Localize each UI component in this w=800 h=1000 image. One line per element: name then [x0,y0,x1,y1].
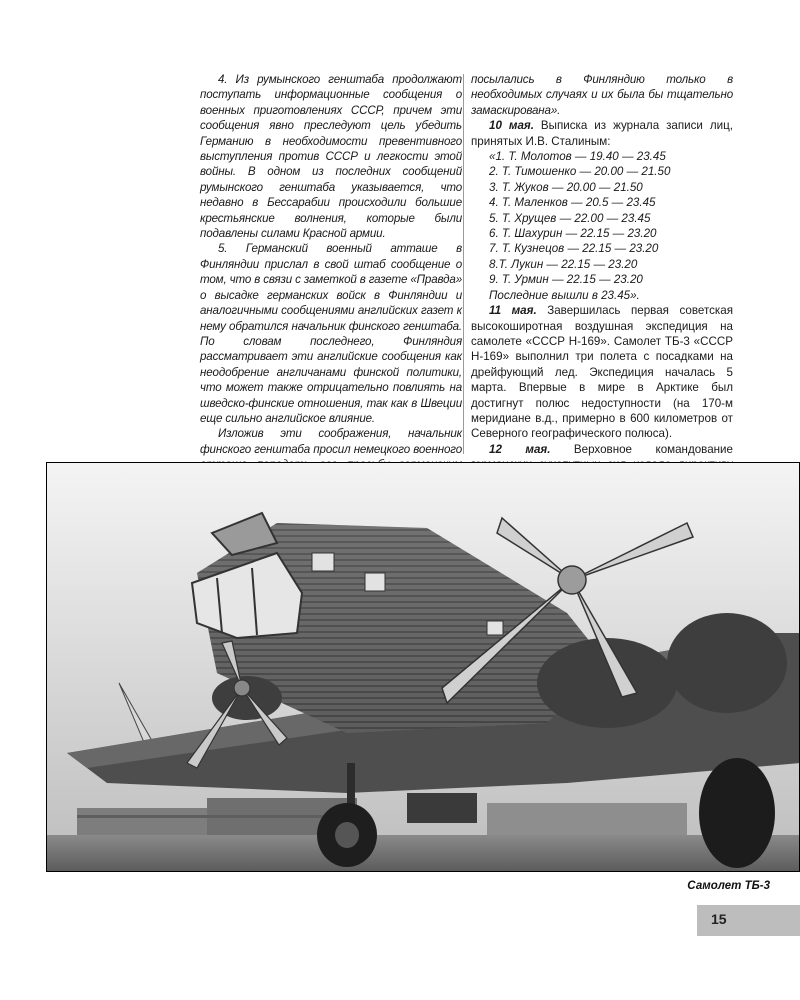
list-item: 6. Т. Шахурин — 22.15 — 23.20 [489,227,657,241]
paragraph-continuation: посылались в Финляндию только в необходимых случаях и их была бы тщательно замаскирована». [471,73,733,117]
date-may-12: 12 мая. [489,442,551,456]
paragraph-finnish-request: Изложив эти соображения, начальник финского генштаба просил немецкого военного [200,427,462,456]
list-item: 5. Т. Хрущев — 22.00 — 23.45 [489,211,651,225]
aircraft-photo [46,462,800,872]
date-may-10: 10 мая. [489,119,534,133]
right-text-column [471,72,733,488]
list-item: 3. Т. Жуков — 20.00 — 21.50 [489,180,643,194]
list-item: «1. Т. Молотов — 19.40 — 23.45 [489,150,666,164]
entry-may-11-text: Завершилась первая советская высокоширотная воздушная экспедиция на самолете «СССР Н-169». Самолет ТБ-3 «СССР Н-169» выполнил три полета с посадками на дрейфующий лед. Экспедиция началась 5 марта. Впервые в мире в Арктике был достигнут полюс недоступности (на 170-м меридиане в.д., примерно в 600 километров от Северного географического полюса). [471,304,733,441]
visitor-list [471,149,733,303]
list-item: Последние вышли в 23.45». [489,288,640,302]
date-may-11: 11 мая. [489,304,537,318]
entry-may-11 [471,303,733,442]
page-number: 15 [711,911,727,927]
photo-caption: Самолет ТБ-3 [687,880,770,892]
list-item: 4. Т. Маленков — 20.5 — 23.45 [489,196,656,210]
column-divider [463,74,464,454]
paragraph-romanian-staff: 4. Из румынского генштаба продолжают поступать информационные сообщения о военных приготовлениях СССР, причем эти сообщения явно преследуют цель убедить Германию в необходимости превентивного выступления против СССР и легкости этой войны. В одном из последних сообщений румынского генштаба указывается, что недавно в Бессарабии происходили большие крестьянские волнения, которые были подавлены силами Красной армии. [200,73,462,241]
list-item: 9. Т. Урмин — 22.15 — 23.20 [489,273,643,287]
page-number-band [697,905,800,936]
entry-may-12-text: Верховное командование [573,442,733,456]
list-item: 2. Т. Тимошенко — 20.00 — 21.50 [489,165,671,179]
list-item: 7. Т. Кузнецов — 22.15 — 23.20 [489,242,659,256]
left-text-column [200,72,462,503]
entry-may-10 [471,118,733,149]
entry-may-10-text: Выписка из журнала записи лиц, принятых И.В. Сталиным: [471,119,733,148]
list-item: 8.Т. Лукин — 22.15 — 23.20 [489,257,638,271]
paragraph-german-attache: 5. Германский военный атташе в Финляндии прислал в свой штаб сообщение о том, что в связи с заметкой в газете «Правда» о высадке германских войск в Финляндии и аналогичными сообщениями английских газет к нему обратился начальник финского генштаба. По словам последнего, Финляндия рассматривает эти английские сообщения как неодобрение англичанами финской политики, что может также отрицательно повлиять на шведско-финские отношения, так как в Швеции еще сильно английское влияние. [200,242,462,425]
